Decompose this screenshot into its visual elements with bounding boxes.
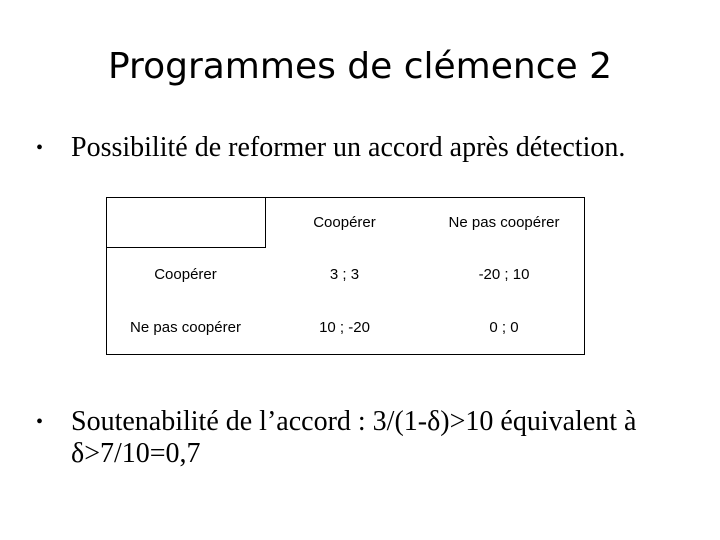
column-header: Ne pas coopérer	[448, 214, 560, 231]
payoff-matrix	[106, 197, 584, 354]
table-row	[106, 301, 584, 354]
bullet-dot: •	[36, 411, 44, 433]
payoff-cell: 10 ; -20	[319, 319, 370, 336]
table-row	[106, 248, 584, 301]
corner-divider-vertical	[265, 197, 266, 248]
bullet-text: Possibilité de reformer un accord après détection.	[71, 132, 626, 163]
slide-title: Programmes de clémence 2	[107, 46, 613, 87]
table-header-row	[106, 197, 584, 248]
payoff-cell: -20 ; 10	[478, 266, 530, 283]
payoff-cell: 3 ; 3	[329, 266, 360, 283]
row-header: Coopérer	[154, 266, 217, 283]
column-header: Coopérer	[313, 214, 376, 231]
payoff-cell: 0 ; 0	[489, 319, 519, 336]
bullet-text: Soutenabilité de l’accord : 3/(1-δ)>10 équivalent à δ>7/10=0,7	[71, 406, 637, 469]
bullet-dot: •	[36, 137, 44, 159]
table-corner-cell	[106, 197, 265, 248]
corner-divider-horizontal	[106, 247, 265, 248]
row-header: Ne pas coopérer	[130, 319, 241, 336]
